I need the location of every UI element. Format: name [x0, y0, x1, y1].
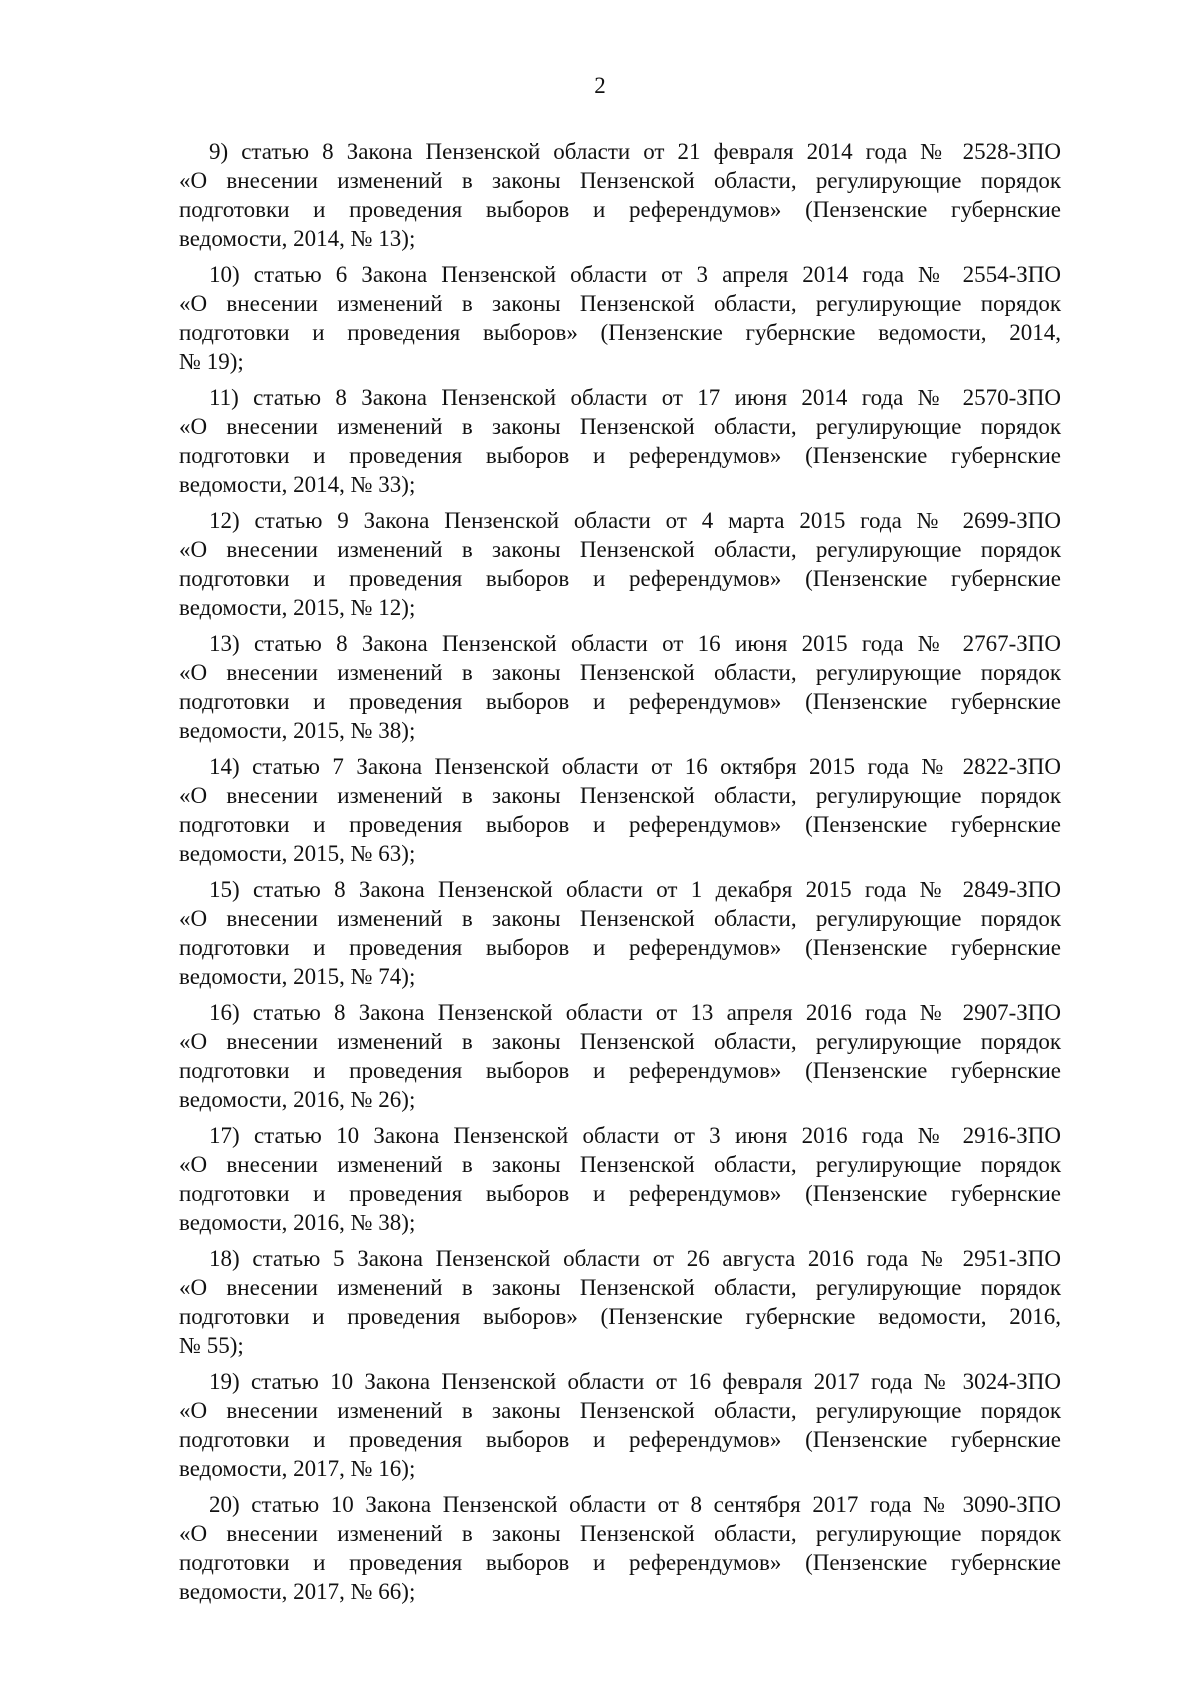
list-item	[179, 1244, 1061, 1360]
list-item	[179, 383, 1061, 499]
item-line: ведомости, 2015, № 12);	[179, 595, 416, 620]
item-line: подготовки и проведения выборов» (Пензенские губернские ведомости, 2014,	[179, 320, 1061, 345]
item-line: «О внесении изменений в законы Пензенской области, регулирующие порядок	[179, 291, 1061, 316]
item-line: № 19);	[179, 349, 244, 374]
item-line: подготовки и проведения выборов и референдумов» (Пензенские губернские	[179, 689, 1061, 714]
list-item	[179, 1490, 1061, 1606]
item-line: 11) статью 8 Закона Пензенской области от 17 июня 2014 года № 2570-ЗПО	[209, 385, 1061, 410]
item-line: ведомости, 2015, № 74);	[179, 964, 416, 989]
list-item	[179, 137, 1061, 253]
item-line: «О внесении изменений в законы Пензенской области, регулирующие порядок	[179, 1521, 1061, 1546]
item-line: «О внесении изменений в законы Пензенской области, регулирующие порядок	[179, 168, 1061, 193]
item-line: подготовки и проведения выборов и референдумов» (Пензенские губернские	[179, 812, 1061, 837]
list-item	[179, 260, 1061, 376]
list-item	[179, 1121, 1061, 1237]
item-line: подготовки и проведения выборов и референдумов» (Пензенские губернские	[179, 1181, 1061, 1206]
item-line: ведомости, 2017, № 66);	[179, 1579, 416, 1604]
item-line: 17) статью 10 Закона Пензенской области от 3 июня 2016 года № 2916-ЗПО	[209, 1123, 1061, 1148]
item-line: «О внесении изменений в законы Пензенской области, регулирующие порядок	[179, 660, 1061, 685]
item-line: «О внесении изменений в законы Пензенской области, регулирующие порядок	[179, 537, 1061, 562]
amendment-list	[179, 137, 1061, 1613]
list-item	[179, 1367, 1061, 1483]
item-line: № 55);	[179, 1333, 244, 1358]
list-item	[179, 998, 1061, 1114]
item-line: ведомости, 2015, № 38);	[179, 718, 416, 743]
item-line: 20) статью 10 Закона Пензенской области от 8 сентября 2017 года № 3090-ЗПО	[209, 1492, 1061, 1517]
list-item	[179, 752, 1061, 868]
item-line: подготовки и проведения выборов и референдумов» (Пензенские губернские	[179, 935, 1061, 960]
item-line: 18) статью 5 Закона Пензенской области от 26 августа 2016 года № 2951-ЗПО	[209, 1246, 1061, 1271]
list-item	[179, 629, 1061, 745]
item-line: подготовки и проведения выборов и референдумов» (Пензенские губернские	[179, 1058, 1061, 1083]
list-item	[179, 875, 1061, 991]
item-line: подготовки и проведения выборов и референдумов» (Пензенские губернские	[179, 1550, 1061, 1575]
item-line: 12) статью 9 Закона Пензенской области от 4 марта 2015 года № 2699-ЗПО	[209, 508, 1061, 533]
item-line: 14) статью 7 Закона Пензенской области от 16 октября 2015 года № 2822-ЗПО	[209, 754, 1061, 779]
item-line: ведомости, 2016, № 26);	[179, 1087, 416, 1112]
item-line: «О внесении изменений в законы Пензенской области, регулирующие порядок	[179, 1398, 1061, 1423]
item-line: 13) статью 8 Закона Пензенской области от 16 июня 2015 года № 2767-ЗПО	[209, 631, 1061, 656]
item-line: «О внесении изменений в законы Пензенской области, регулирующие порядок	[179, 1275, 1061, 1300]
item-line: ведомости, 2014, № 33);	[179, 472, 416, 497]
item-line: «О внесении изменений в законы Пензенской области, регулирующие порядок	[179, 1029, 1061, 1054]
page-number: 2	[594, 73, 606, 98]
item-line: 16) статью 8 Закона Пензенской области от 13 апреля 2016 года № 2907-ЗПО	[209, 1000, 1061, 1025]
item-line: «О внесении изменений в законы Пензенской области, регулирующие порядок	[179, 1152, 1061, 1177]
item-line: 15) статью 8 Закона Пензенской области от 1 декабря 2015 года № 2849-ЗПО	[209, 877, 1061, 902]
item-line: 9) статью 8 Закона Пензенской области от 21 февраля 2014 года № 2528-ЗПО	[209, 139, 1061, 164]
item-line: 10) статью 6 Закона Пензенской области от 3 апреля 2014 года № 2554-ЗПО	[209, 262, 1061, 287]
item-line: ведомости, 2017, № 16);	[179, 1456, 416, 1481]
item-line: подготовки и проведения выборов и референдумов» (Пензенские губернские	[179, 1427, 1061, 1452]
item-line: 19) статью 10 Закона Пензенской области от 16 февраля 2017 года № 3024-ЗПО	[209, 1369, 1061, 1394]
item-line: подготовки и проведения выборов и референдумов» (Пензенские губернские	[179, 443, 1061, 468]
item-line: ведомости, 2015, № 63);	[179, 841, 416, 866]
list-item	[179, 506, 1061, 622]
item-line: ведомости, 2014, № 13);	[179, 226, 416, 251]
item-line: подготовки и проведения выборов и референдумов» (Пензенские губернские	[179, 566, 1061, 591]
item-line: «О внесении изменений в законы Пензенской области, регулирующие порядок	[179, 906, 1061, 931]
item-line: «О внесении изменений в законы Пензенской области, регулирующие порядок	[179, 414, 1061, 439]
item-line: ведомости, 2016, № 38);	[179, 1210, 416, 1235]
item-line: «О внесении изменений в законы Пензенской области, регулирующие порядок	[179, 783, 1061, 808]
item-line: подготовки и проведения выборов и референдумов» (Пензенские губернские	[179, 197, 1061, 222]
item-line: подготовки и проведения выборов» (Пензенские губернские ведомости, 2016,	[179, 1304, 1061, 1329]
